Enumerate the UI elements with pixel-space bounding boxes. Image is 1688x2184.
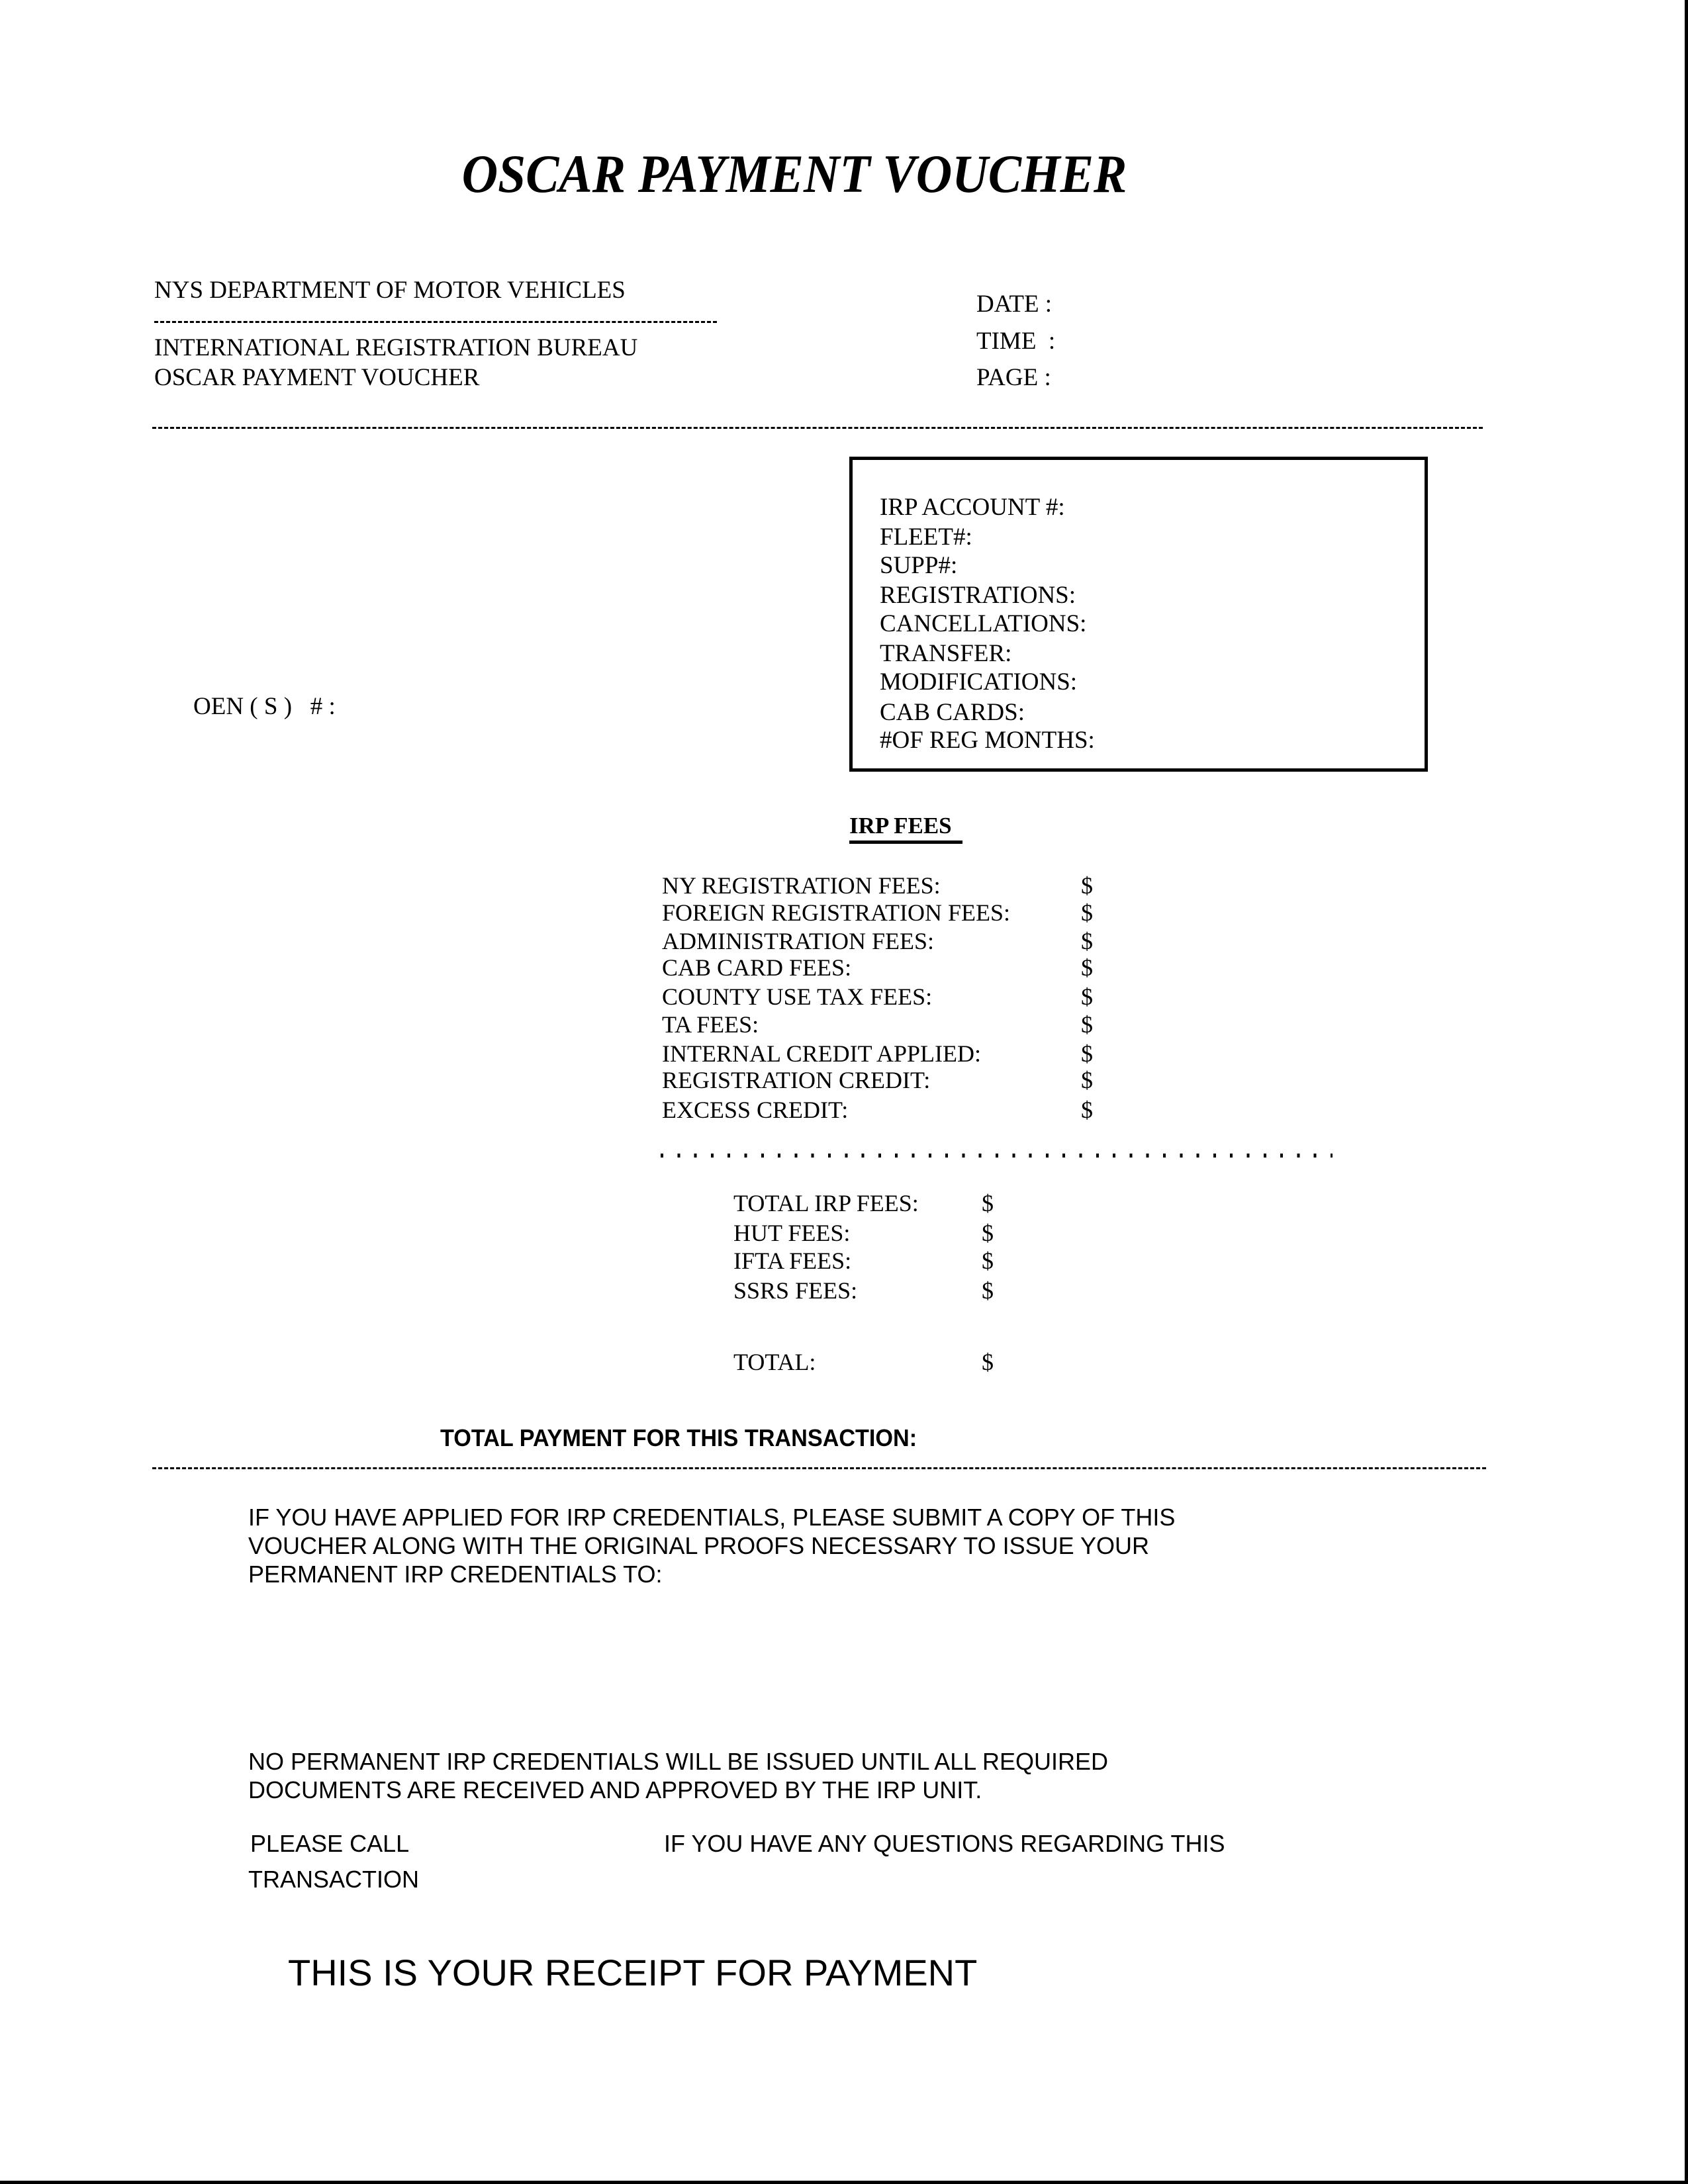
dollar-sign: $ — [982, 1220, 994, 1246]
county-use-tax-fees-label: COUNTY USE TAX FEES: — [662, 983, 933, 1010]
modifications-field — [880, 670, 1077, 694]
fleet-label: FLEET#: — [880, 523, 972, 551]
cab-card-fees-amount — [1081, 956, 1093, 979]
date-field — [976, 292, 1052, 316]
reg-months-field — [880, 728, 1095, 752]
total-payment-label: TOTAL PAYMENT FOR THIS TRANSACTION: — [440, 1424, 917, 1451]
registration-credit-label: REGISTRATION CREDIT: — [662, 1067, 931, 1093]
hut-fees-label: HUT FEES: — [733, 1220, 851, 1246]
bureau-name: INTERNATIONAL REGISTRATION BUREAU — [154, 334, 638, 361]
dollar-sign: $ — [982, 1248, 994, 1274]
page-border-right — [1685, 0, 1688, 2184]
credentials-notice-line-1: NO PERMANENT IRP CREDENTIALS WILL BE ISSUED UNTIL ALL REQUIRED — [248, 1748, 1108, 1775]
supp-label: SUPP#: — [880, 552, 958, 579]
dollar-sign: $ — [1081, 954, 1093, 981]
irp-account-field — [880, 495, 1065, 520]
dollar-sign: $ — [982, 1190, 994, 1216]
dollar-sign: $ — [982, 1349, 994, 1375]
transfer-label: TRANSFER: — [880, 640, 1012, 667]
total-irp-fees-amount — [982, 1191, 994, 1215]
time-label: TIME : — [976, 328, 1056, 355]
cancellations-label: CANCELLATIONS: — [880, 610, 1087, 637]
ifta-fees-label: IFTA FEES: — [733, 1248, 852, 1274]
payment-divider — [152, 1467, 1486, 1469]
dollar-sign: $ — [1081, 1011, 1093, 1038]
dollar-sign: $ — [1081, 899, 1093, 926]
internal-credit-applied-amount — [1081, 1042, 1093, 1066]
page-label: PAGE : — [976, 364, 1051, 391]
modifications-label: MODIFICATIONS: — [880, 668, 1078, 696]
total-irp-fees-label: TOTAL IRP FEES: — [733, 1190, 919, 1216]
ssrs-fees-amount — [982, 1279, 994, 1302]
cab-cards-label: CAB CARDS: — [880, 699, 1025, 726]
transaction-text: TRANSACTION — [248, 1866, 420, 1893]
ny-registration-fees-amount — [1081, 874, 1093, 897]
ta-fees-amount — [1081, 1013, 1093, 1036]
agency-name: NYS DEPARTMENT OF MOTOR VEHICLES — [154, 277, 626, 304]
fees-dotted-divider — [661, 1154, 1333, 1158]
supp-field — [880, 553, 957, 578]
excess-credit-amount — [1081, 1098, 1093, 1122]
irp-fees-underline — [849, 841, 962, 844]
credentials-notice-line-2: DOCUMENTS ARE RECEIVED AND APPROVED BY THE IRP UNIT. — [248, 1776, 982, 1803]
oen-label: OEN ( S ) # : — [193, 693, 336, 720]
excess-credit-label: EXCESS CREDIT: — [662, 1097, 849, 1123]
foreign-registration-fees-amount — [1081, 901, 1093, 925]
transfer-field — [880, 641, 1011, 666]
header-divider-short — [154, 321, 717, 323]
ta-fees-label: TA FEES: — [662, 1011, 759, 1038]
registration-credit-amount — [1081, 1068, 1093, 1092]
dollar-sign: $ — [1081, 928, 1093, 954]
document-title: OSCAR PAYMENT VOUCHER — [461, 144, 1127, 204]
administration-fees-amount — [1081, 929, 1093, 953]
form-name: OSCAR PAYMENT VOUCHER — [154, 364, 480, 391]
registrations-field — [880, 583, 1076, 608]
dollar-sign: $ — [1081, 1097, 1093, 1123]
receipt-notice: THIS IS YOUR RECEIPT FOR PAYMENT — [288, 1952, 978, 1993]
time-field — [976, 329, 1055, 353]
irp-fees-heading: IRP FEES — [849, 813, 952, 839]
reg-months-label: #OF REG MONTHS: — [880, 727, 1095, 754]
dollar-sign: $ — [1081, 1040, 1093, 1067]
internal-credit-applied-label: INTERNAL CREDIT APPLIED: — [662, 1040, 981, 1067]
grand-total-label: TOTAL: — [733, 1349, 816, 1375]
administration-fees-label: ADMINISTRATION FEES: — [662, 928, 935, 954]
instructions-line-2: VOUCHER ALONG WITH THE ORIGINAL PROOFS NECESSARY TO ISSUE YOUR — [248, 1532, 1149, 1559]
instructions-line-3: PERMANENT IRP CREDENTIALS TO: — [248, 1561, 663, 1588]
questions-text: IF YOU HAVE ANY QUESTIONS REGARDING THIS — [664, 1830, 1225, 1857]
ifta-fees-amount — [982, 1249, 994, 1273]
page-border-bottom — [0, 2181, 1688, 2184]
dollar-sign: $ — [1081, 1067, 1093, 1093]
dollar-sign: $ — [1081, 983, 1093, 1010]
please-call-text: PLEASE CALL — [250, 1830, 410, 1857]
cab-cards-field — [880, 700, 1025, 725]
dollar-sign: $ — [1081, 872, 1093, 899]
ssrs-fees-label: SSRS FEES: — [733, 1277, 858, 1304]
fleet-field — [880, 525, 972, 549]
registrations-label: REGISTRATIONS: — [880, 582, 1076, 609]
total-payment-field — [440, 1426, 917, 1450]
cancellations-field — [880, 612, 1086, 636]
cab-card-fees-label: CAB CARD FEES: — [662, 954, 852, 981]
instructions-line-1: IF YOU HAVE APPLIED FOR IRP CREDENTIALS, PLEASE SUBMIT A COPY OF THIS — [248, 1504, 1176, 1531]
ny-registration-fees-label: NY REGISTRATION FEES: — [662, 872, 941, 899]
dollar-sign: $ — [982, 1277, 994, 1304]
page-field — [976, 365, 1051, 390]
hut-fees-amount — [982, 1221, 994, 1245]
oen-field — [169, 670, 336, 768]
header-divider — [152, 427, 1483, 429]
irp-account-label: IRP ACCOUNT #: — [880, 494, 1065, 521]
foreign-registration-fees-label: FOREIGN REGISTRATION FEES: — [662, 899, 1011, 926]
county-use-tax-fees-amount — [1081, 985, 1093, 1009]
date-label: DATE : — [976, 291, 1053, 318]
grand-total-amount — [982, 1350, 994, 1374]
